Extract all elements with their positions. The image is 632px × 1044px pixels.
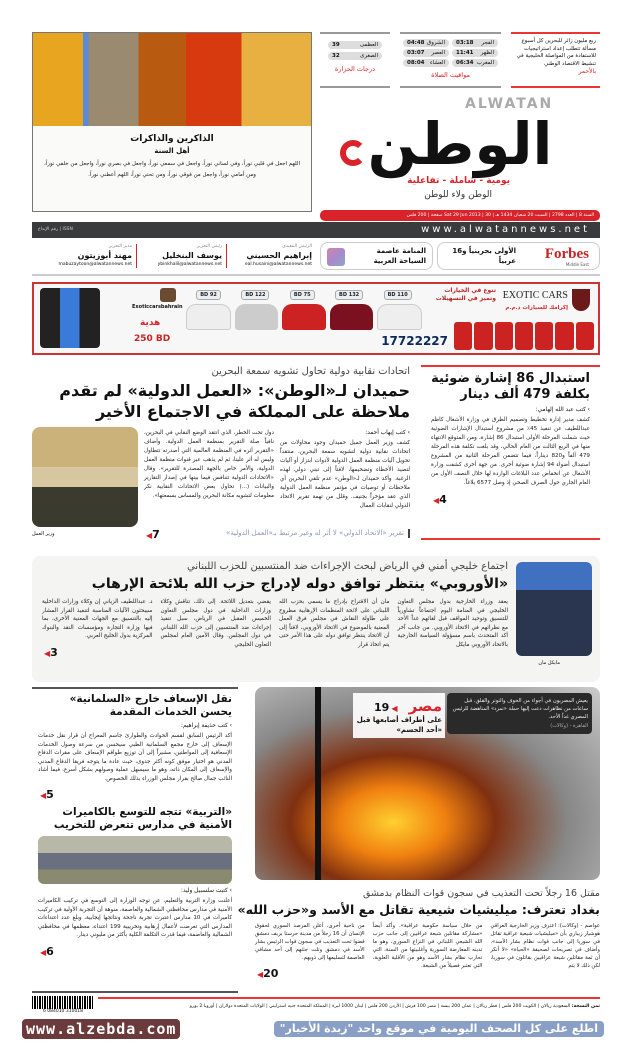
top-ad-subtitle: أهل السنة	[154, 147, 190, 155]
car-ad-features	[454, 322, 594, 350]
story-col: كشف وزير العمل جميل حميدان وجود محاولات من اتحادات نقابية دولية لتشويه سمعة البحرين، منتقداً تحويل آليات منظمة العمل الدولية لأدوات ابتزاز أو آليات لتصيد الأخطاء وتضخيمها، لافتاً إلى تبني دولي لهذه الرغبة. وأكد حميدان لـ«الوطن» عدم تلقي البحرين أي ملاحظات أو توصيات في مؤتمر منظمة العمل الدولية الذي عقد مؤخراً بجنيف. وقلل من تهمة تقرير الاتحاد الدولي لنقابات العمال	[280, 440, 410, 509]
egypt-photo[interactable]	[255, 687, 600, 880]
temp-max: العظمى 39	[328, 41, 382, 49]
weather-title: درجات الحرارة	[334, 65, 376, 73]
story-traffic-lights[interactable]	[421, 365, 600, 540]
story-headline[interactable]: حميدان لـ«الوطن»: «العمل الدولية» لم تقدم ملاحظة على المملكة في الاجتماع الأخير	[59, 381, 410, 421]
page-ref[interactable]: ◀ 6	[38, 946, 54, 959]
forbes-sub: Middle East	[565, 262, 589, 267]
staff-email[interactable]: eal.husaini@alwatannews.net	[244, 262, 312, 267]
car-ad-brand: EXOTIC CARS	[502, 290, 568, 301]
car-ad-instagram: Exoticcarsbahrain	[132, 304, 183, 310]
story-eu-hezbollah[interactable]	[32, 556, 600, 682]
barcode-icon	[32, 996, 94, 1009]
eu-spokesman-photo	[516, 562, 592, 656]
instagram-icon	[160, 288, 176, 302]
story-kicker: مقتل 16 رجلاً تحت التعذيب في سجون قوات النظام بدمشق	[363, 888, 600, 899]
car-ad-slogan: تنوع في الخيارات وتميز في التسهيلات	[435, 287, 496, 302]
egypt-caption-box	[447, 693, 592, 734]
caption-text: يعيش المصريون في أجواء من الخوف والتوتر والقلق، قبل ساعات من تظاهرات دعت إليها حملة «تمرد» المناهضة للرئيس المصري غداً الأحد.	[452, 698, 588, 720]
masthead-slogan: الوطن ولاء للوطن	[424, 190, 492, 200]
price-tag: BD 122	[241, 290, 269, 300]
caption-credit: القاهرة - (وكالات)	[550, 723, 588, 729]
manama-award: المنامة عاصمة السياحة العربية	[373, 247, 426, 265]
students-photo	[38, 836, 232, 884]
footer-prices: ثمن النسخة: السعودية ريالان | الكويت 200 فلس | قطر ريالان | عمان 200 بيسة | مصر 100 قرش | الأردن 200 فلس | لبنان 1000 ليرة | المملكة المتحدة جنيه استرليني | الولايات المتحدة دولاران | أوروبا 2 يورو	[189, 1004, 600, 1009]
header-divider	[32, 274, 600, 276]
story-kicker: اجتماع خليجي أمني في الرياض لبحث الإجراءات ضد المنتسبين للحزب اللبناني	[187, 561, 508, 572]
top-ad-text: اللهم اجعل في قلبي نوراً، وفي لساني نوراً، واجعل في سمعي نوراً، واجعل في بصري نوراً، واجعل من خلفي نوراً، ومن أمامي نوراً، واجعل من فوقي نوراً، ومن تحتي نوراً، اللهم أعطني نوراً.	[43, 161, 300, 178]
price-tag: BD 75	[290, 290, 315, 300]
prayer-time: الشروق 04:48	[403, 39, 449, 47]
car-images	[186, 304, 422, 330]
prayer-time: العصر 03:07	[403, 49, 449, 57]
website-url[interactable]: www.alwatannews.net	[421, 224, 590, 235]
promo-url[interactable]: www.alzebda.com	[22, 1019, 180, 1039]
forbes-logo: Forbes	[544, 246, 589, 262]
forbes-award-box	[437, 242, 600, 270]
story-col: من ناحية أخرى، أعلن المرصد السوري لحقوق الإنسان أن 16 رجلاً من مدينة حرستا بريف دمشق قضوا تحت التعذيب في سجون قوات الرئيس بشار الأسد في دمشق وتلت جثثهم إلى أحد مشافي العاصمة لتسليمها إلى ذويهم.	[254, 923, 365, 961]
story-col: د. عبداللطيف الزياني إن وكلاء وزارات الداخلية سيبحثون الآليات المناسبة لتنفيذ القرار المشار إليه بالتنسيق مع الجهات المعنية الأخرى، بما فيها وزارة التجارة ومؤسسات النقد والبنوك المركزية بدول الخليج العربي.	[42, 599, 153, 639]
story-headline[interactable]: «التربية» تتجه للتوسع بالكاميرات الأمنية في مدارس تتعرض للتخريب	[53, 806, 232, 831]
story-kicker: اتحادات نقابية دولية تحاول تشويه سمعة البحرين	[211, 366, 410, 377]
story-col: من خلال سياسة حكومية عراقية». وأكد أيضاً «مشاركة مقاتلين شيعة عراقيين إلى جانب حزب الله الشيعي اللبناني في النزاع السوري، وهو ما تدينه المعارضة السورية وأغلبيتها من السنة، التي تحارب نظام بشار الأسد وهو من الأقلية العلوية، التي تعتبر فصيلاً من الشيعة.	[372, 923, 483, 969]
website-bar	[32, 222, 600, 238]
manama-award-box	[320, 242, 433, 270]
temp-min: الصغرى 32	[328, 52, 382, 60]
car-ad-phone[interactable]: 17722227	[381, 334, 448, 348]
photo-caption: وزير العمل	[32, 531, 55, 537]
price-tag: BD 110	[384, 290, 412, 300]
staff-role: رئيس التحرير	[196, 244, 222, 249]
story-headline[interactable]: بغداد تعترف: ميليشيات شيعية تقاتل مع الأسد و«حزب الله»	[237, 902, 600, 917]
masthead-latin: ALWATAN	[465, 96, 554, 112]
logo-circle-icon	[340, 140, 366, 166]
egypt-title: مصر	[408, 697, 442, 715]
story-col: دول تحت الخطر، الذي انتقد الوضع النقابي في البحرين، نافياً صلة التقرير بمنظمة العمل الدولية. وأضاف «التقرير أثره في المنظمة العالمية التي أصدرته تتطاول وليس له أثر علينا، ثم لم يذهب عبر قنوات منظمة العمل الدولية، والأمر خاص بالجهة المصدرة للتقرير». وقال «الاتحادات الدولية تتنافس فيما بينها في إصدار التقارير والبيانات (...) تحاول بعض الاتحادات النقابية نكر معلومات لتشويه مكانة البحرين والمساس بسمعتها».	[144, 430, 274, 499]
staff-email[interactable]: mabuzaytoon@alwatannews.net	[58, 262, 132, 267]
car-ad-banner[interactable]	[32, 282, 600, 355]
top-ad-image	[33, 33, 311, 126]
staff-name: مهند أبوزيتون	[77, 251, 132, 260]
story-body: أعلنت وزارة التربية والتعليم، عن توجه الوزارة إلى التوسع في تركيب الكاميرات الأمنية في مدارس محافظتي الشمالية والعاصمة، منوهة أن التجربة الأولية في تركيب كاميرات في 10 مدارس اعتبرت تجربة ناجحة ونتائجها إيجابية، وبلغ عدد اعتداءات المدارس التي تعرضت لأعمال إرهابية وتخريبية 199 اعتداء، معظمها في محافظتي الشمالية والعاصمة، فيما قدرت التكلفة الكلية بأكثر من مليوني دينار.	[38, 898, 232, 938]
story-headline[interactable]: نقل الإسعاف خارج «السلمانية» يحسن الخدمات المقدمة	[69, 693, 232, 718]
staff-ceo	[232, 243, 312, 268]
staff-role: مدير التحرير	[108, 244, 132, 249]
story-byline: › كتبت سلسبيل وليد:	[181, 888, 232, 894]
staff-divider	[136, 244, 137, 268]
prayer-times	[400, 32, 501, 88]
prayer-time: المغرب 06:34	[452, 59, 498, 67]
staff-name: إبراهيم الحسيني	[246, 251, 312, 260]
page-ref[interactable]: ◀ 4	[431, 494, 447, 507]
masthead-tagline: يومية - شاملة - تفاعلية	[407, 176, 510, 186]
car-ad-gift-value: 250 BD	[134, 334, 171, 344]
car-prices	[186, 290, 422, 300]
page-ref[interactable]: ◀ 5	[38, 789, 54, 802]
barcode	[32, 996, 94, 1016]
weather	[320, 32, 390, 88]
forbes-text: الأولى بحرينياً و16 عربياً	[452, 247, 516, 265]
dark-bar-left: رقم الإيداع | ISSN	[38, 227, 73, 232]
red-note-text: ربع مليون زائر للبحرين كل أسبوع مسألة تتطلب إعداد استراتيجيات للاستفادة من المواصلة الخليجية في تنشيط الاقتصاد الوطني	[516, 38, 596, 67]
story-columns	[42, 598, 508, 660]
masthead-logo: الوطن	[367, 110, 553, 178]
page-ref[interactable]: ◀ 3	[42, 647, 58, 660]
story-headline[interactable]: استبدال 86 إشارة ضوئية بكلفة 479 ألف دينار	[431, 371, 590, 402]
page-ref[interactable]: ◀ 19	[374, 702, 397, 715]
manama-logo-icon	[327, 248, 345, 266]
staff-name: يوسف البنخليل	[162, 251, 222, 260]
red-note-box	[511, 32, 600, 88]
staff-role: الرئيس التنفيذي	[282, 244, 312, 249]
prayer-time: العشاء 08:04	[403, 59, 449, 67]
footer-red-line	[98, 997, 600, 999]
story-baghdad[interactable]	[237, 888, 600, 994]
story-lead[interactable]	[32, 365, 410, 547]
prayer-time: الظهر 11:41	[452, 49, 498, 57]
story-body: كشف مدير إدارة تخطيط وتصميم الطرق في وزارة الأشغال كاظم عبداللطيف عن تنفيذ 45٪ من مشروع استبدال الإشارات الضوئية حيث شملت المرحلة الأولى استبدال 86 إشارة، ومن المتوقع الانتهاء منها في الربع الثالث من العام الحالي، وقد بلغت تكلفة هذه المرحلة 479 ألفاً و820 ديناراً، فيما تتضمن المرحلة الثانية من المشروع استبدال أضواء 94 إشارة ضوئية أخرى. من جهة أخرى كشفت وزارة الأشغال عن انخفاض عدد البلاغات الواردة لها خلال النصف الأول من العام الجاري حول الصرف الصحي إذ وصل 6577 بلاغاً.	[431, 417, 590, 486]
barcode-number: 6 084010 310018	[42, 1009, 84, 1014]
top-ad-title: الذاكرين والذاكرات	[130, 134, 214, 144]
car-ad-tag: إكرامك للسيارات ذ.م.م	[505, 305, 568, 311]
story-byline: › كتب إيهاب أحمد:	[365, 430, 410, 436]
red-note-label: بالأحمر	[578, 68, 596, 75]
story-col: مان أن الاقتراح بإدراج ما يسمى بحزب الله اللبناني على لائحة المنظمات الإرهابية مطروح على طاولة النقاش في مجلس فرق العمل المعنية بالموضوع في الاتحاد الأوروبي، لافتاً إلى أن الاتحاد ينتظر توافق دوله على هذا الأمر حتى يتم اتخاذ قرار	[279, 599, 390, 648]
story-headline[interactable]: «الأوروبي» ينتظر توافق دوله لإدراج حزب الله بلائحة الإرهاب	[91, 576, 508, 592]
story-byline: › كتب عبد الله إلهامي:	[535, 407, 590, 413]
staff-divider	[226, 244, 227, 268]
story-subhead: تقرير «الاتحاد الدولي» لا أثر له وغير مرتبط بـ«العمل الدولية»	[174, 529, 410, 538]
prayer-time: الفجر 03:18	[452, 39, 498, 47]
car-ad-logo	[572, 289, 590, 311]
story-headline[interactable]: على أطراف أصابعها قبل «أحد الحسم»	[356, 716, 442, 734]
story-byline: › كتب حذيفة إبراهيم:	[181, 723, 232, 729]
photo-caption: مايكل مان	[538, 660, 560, 666]
page-ref[interactable]: ◀ 7	[144, 529, 160, 542]
price-tag: BD 92	[196, 290, 221, 300]
story-columns	[255, 922, 600, 981]
top-ad[interactable]	[32, 32, 312, 212]
story-col: يعقد وزراء الخارجية بدول مجلس التعاون الخليجي في المنامة اليوم اجتماعاً تشاورياً للتنسيق وتوحيد المواقف قبل لقائهم غداً الأحد مع نظرائهم في الاتحاد الأوروبي. من جانب آخر أكد المتحدث باسم مسؤولة السياسة الخارجية بالاتحاد الأوروبي مايكل	[397, 599, 508, 648]
car-ad-gift: هدية	[140, 318, 161, 328]
price-tag: BD 132	[335, 290, 363, 300]
promo-text: اطلع على كل الصحف اليومية في موقع واحد "زبدة الأخبار"	[274, 1021, 604, 1037]
story-body: أكد الرئيس السابق لقسم الحوادث والطوارئ جاسم المعراج أن قرار نقل خدمات الإسعاف إلى خارج مجمع السلمانية الطبي سيحسن من سرعة وصول الخدمات الإسعافية إلى المواطنين، مشيراً إلى أن توزيع طواقم الإسعاف على مقرات الدفاع المدني هو اختيار موفق كونه أكثر جدوى، حيث عادة ما يتوجه فريقا الدفاع المدني والإسعاف إلى المكان ذاته، وهو ما سيسهل عملية وصولهم بشكل أسرع. فيما أشاد النائب جمال صالح بقرار مجلس الوزراء بذلك الخصوص.	[38, 733, 232, 782]
prayer-title: مواقيت الصلاة	[431, 71, 470, 79]
staff-email[interactable]: ybinkhalil@alwatannews.net	[157, 262, 222, 267]
lamp-post	[315, 687, 321, 880]
issue-info-bar: السنة 8 | العدد 2798 | السبت 20 شعبان 1434 هـ | Sat 29 Jun 2013 | 30 صفحة | 200 فلس	[320, 210, 600, 221]
staff-managing-editor	[40, 243, 132, 268]
story-col: عواصم - (وكالات): اعترف وزير الخارجية العراقي هوشيار زيباري بأن «ميليشيات شيعية عراقية تقاتل في سوريا إلى جانب قوات نظام بشار الأسد». وأضاف في تصريحات لصحيفة «الحياة» «لا أنكر أن ثمة مقاتلين شيعة عراقيين يقاتلون في سوريا، لكن ذلك لا يتم	[490, 923, 600, 969]
page-ref[interactable]: ◀ 20	[255, 968, 278, 981]
minister-photo	[32, 427, 138, 527]
story-col: يقضي بتعديل اللائحة. إلى ذلك، تناقش وكلاء وزارات الداخلية في دول مجلس التعاون الخميس المقبل في الرياض، سبل تنفيذ إجراءات ضد المنتسبين إلى حزب الله اللبناني في دول المجلس. وقال الأمين العام لمجلس التعاون الخليجي	[160, 599, 271, 648]
egypt-title-box	[353, 693, 445, 738]
phones-image	[40, 288, 100, 348]
staff-editor-in-chief	[142, 243, 222, 268]
promo-banner[interactable]	[0, 1018, 632, 1042]
left-column-box	[32, 687, 238, 993]
